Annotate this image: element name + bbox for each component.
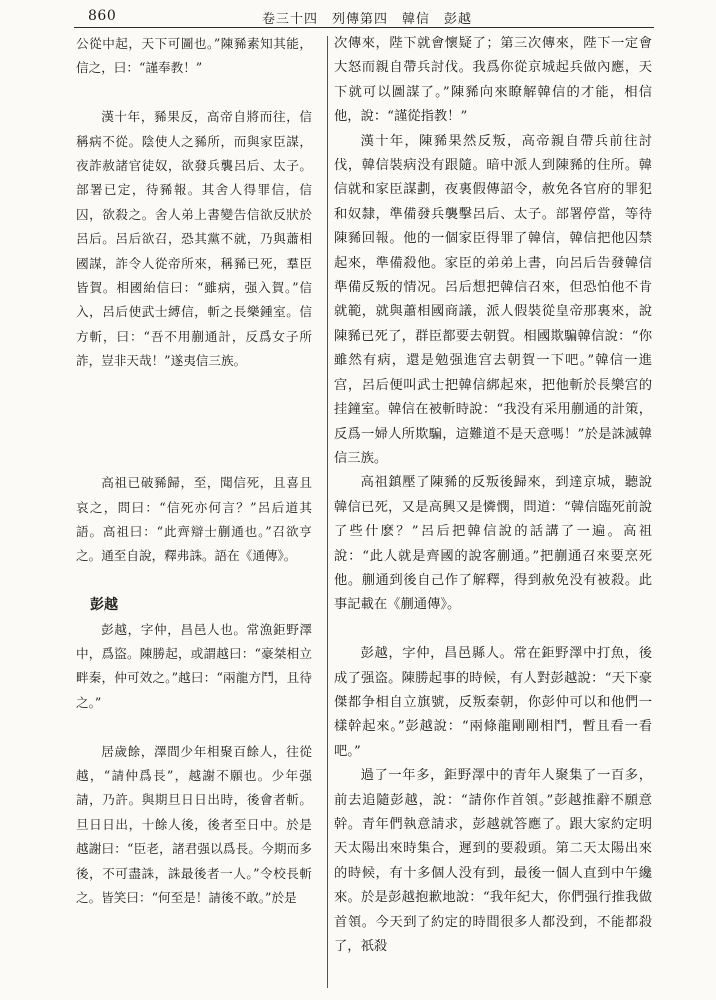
translation-paragraph: 次傳來，陛下就會懷疑了；第三次傳來，陛下一定會大怒而親自帶兵討伐。我爲你從京城起兵做內應，天下就可以圖謀了。”陳豨向來瞭解韓信的才能，相信他，說：“謹從指教！” [334, 36, 652, 125]
running-title: 卷三十四 列傳第四 韓信 彭越 [262, 12, 473, 27]
column-divider [327, 36, 328, 988]
page-number: 860 [88, 8, 117, 24]
translation-paragraph: 高祖鎮壓了陳豨的反叛後歸來，到達京城，聽說韓信已死，又是高興又是憐憫，問道：“韓信臨死前說了些什麽？”呂后把韓信說的話講了一遍。高祖說：“此人就是齊國的說客蒯通。”把蒯通召來要烹死他。蒯通到後自己作了解釋，得到赦免没有被殺。此事記載在《蒯通傳》。 [334, 475, 652, 613]
classical-paragraph: 居歲餘，澤間少年相聚百餘人，往從越，“請仲爲長”，越謝不願也。少年强請，乃許。與期旦日日出時，後會者斬。旦日日出，十餘人後，後者至日中。於是越謝曰：“臣老，諸君强以爲長。今期而多後，不可盡誅，誅最後者一人。”令校長斬之。皆笑曰：“何至是！請後不敢。”於是 [76, 743, 312, 906]
translation-paragraph: 漢十年，陳豨果然反叛，高帝親自帶兵前往討伐，韓信裝病没有跟隨。暗中派人到陳豨的住所。韓信就和家臣謀劃，夜裏假傳詔令，赦免各官府的罪犯和奴隸，準備發兵襲擊呂后、太子。部署停當，等待陳豨回報。他的一個家臣得罪了韓信，韓信把他囚禁起來，準備殺他。家臣的弟弟上書，向呂后告發韓信準備反叛的情况。呂后想把韓信召來，但恐怕他不肯就範，就與蕭相國商議，派人假裝從皇帝那裏來，說陳豨已死了，群臣都要去朝賀。相國欺騙韓信說：“你雖然有病，還是勉强進宫去朝賀一下吧。”韓信一進宫，呂后便叫武士把韓信綁起來，把他斬於長樂宫的挂鐘室。韓信在被斬時說：“我没有采用蒯通的計策，反爲一婦人所欺騙，這難道不是天意嗎！”於是誅滅韓信三族。 [334, 133, 652, 466]
classical-text-column [76, 32, 312, 911]
translation-paragraph: 過了一年多，鉅野澤中的青年人聚集了一百多，前去追隨彭越，說：“請你作首領。”彭越推辭不願意幹。青年們執意請求，彭越就答應了。跟大家約定明天太陽出來時集合，遲到的要殺頭。第二天太陽出來的時候，有十多個人没有到，最後一個人直到中午纔來。於是彭越抱歉地說：“我年紀大，你們强行推我做首領。今天到了約定的時間很多人都没到，不能都殺了，祇殺 [334, 768, 652, 955]
section-title: 彭越 [90, 597, 118, 614]
header-rule [74, 27, 654, 28]
classical-paragraph: 高祖已破豨歸，至，聞信死，且喜且哀之，問曰：“信死亦何言？”呂后道其語。高祖曰：“此齊辯士蒯通也。”召欲亨之。通至自說，釋弗誅。語在《通傳》。 [76, 475, 312, 564]
classical-paragraph: 公從中起，天下可圖也。”陳豨素知其能，信之，曰：“謹奉教！” [76, 36, 312, 76]
classical-paragraph: 彭越，字仲，昌邑人也。常漁鉅野澤中，爲盜。陳勝起，或謂越曰：“豪桀相立畔秦，仲可效之。”越曰：“兩龍方鬥，且待之。” [76, 621, 312, 710]
translation-paragraph: 彭越，字仲，昌邑縣人。常在鉅野澤中打魚，後成了强盗。陳勝起事的時候，有人對彭越說：“天下豪傑都争相自立旗號，反叛秦朝，你彭仲可以和他們一樣幹起來。”彭越說：“兩條龍剛剛相鬥，暫且看一看吧。” [334, 646, 652, 759]
classical-paragraph: 漢十年，豨果反，高帝自將而往，信稱病不從。陰使人之豨所，而與家臣謀，夜詐赦諸官徒奴，欲發兵襲呂后、太子。部署已定，待豨報。其舍人得罪信，信囚，欲殺之。舍人弟上書變告信欲反狀於呂后。呂后欲召，恐其黨不就，乃與蕭相國謀，詐令人從帝所來，稱豨已死，羣臣皆賀。相國紿信曰：“雖病，强入賀。”信入，呂后使武士縛信，斬之長樂鍾室。信方斬，曰：“吾不用蒯通計，反爲女子所詐，豈非天哉！”遂夷信三族。 [76, 109, 312, 369]
translation-column [334, 32, 652, 959]
